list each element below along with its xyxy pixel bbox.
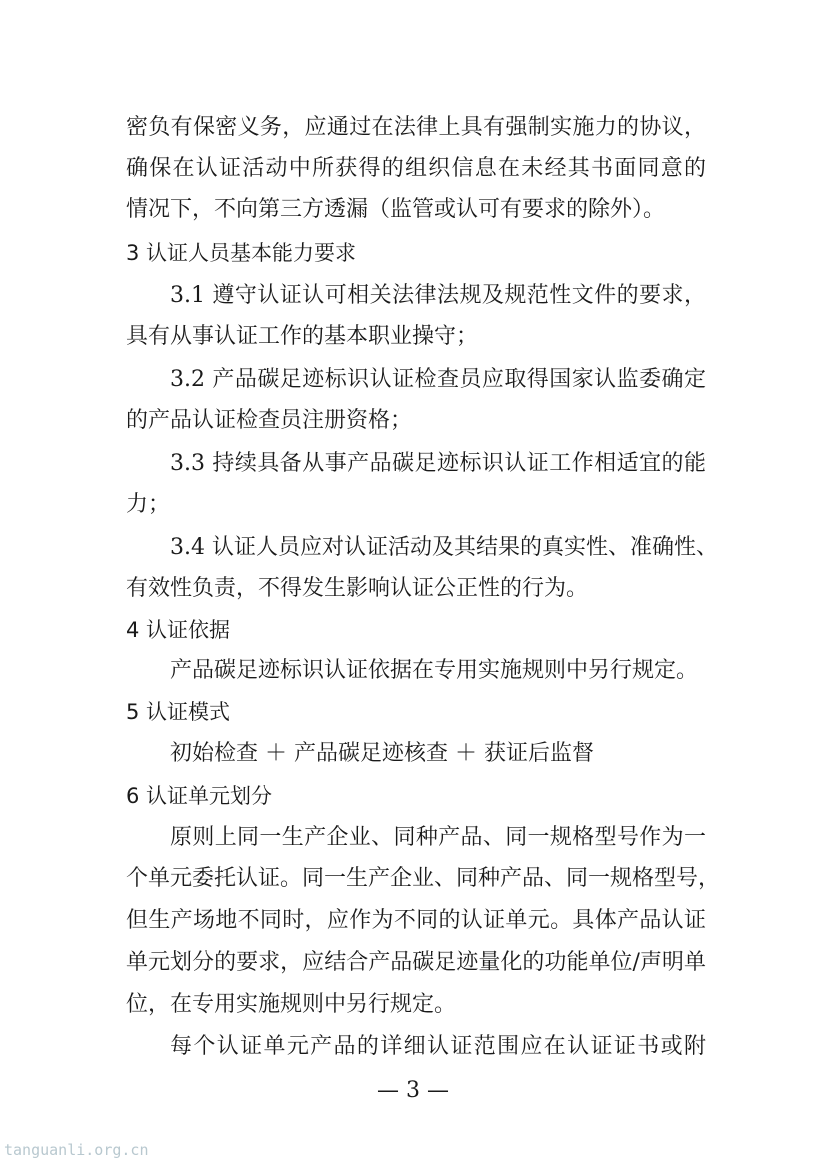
paragraph-line: 具有从事认证工作的基本职业操守； <box>126 324 479 349</box>
paragraph-line: 有效性负责，不得发生影响认证公正性的行为。 <box>126 576 589 601</box>
paragraph-line: 力； <box>126 492 171 517</box>
paragraph-line: 但生产场地不同时，应作为不同的认证单元。具体产品认证 <box>126 908 706 933</box>
section-heading-6: 6 认证单元划分 <box>126 784 273 808</box>
paragraph-line: 产品碳足迹标识认证依据在专用实施规则中另行规定。 <box>170 658 699 683</box>
paragraph-line: 初始检查 ＋ 产品碳足迹核查 ＋ 获证后监督 <box>170 741 594 766</box>
paragraph-line: 3.1 遵守认证认可相关法律法规及规范性文件的要求， <box>170 283 706 308</box>
paragraph-line: 个单元委托认证。同一生产企业、同种产品、同一规格型号， <box>126 866 721 891</box>
paragraph-line: 单元划分的要求，应结合产品碳足迹量化的功能单位/声明单 <box>126 950 706 975</box>
paragraph-line: 3.3 持续具备从事产品碳足迹标识认证工作相适宜的能 <box>170 451 706 476</box>
paragraph-line: 情况下，不向第三方透漏（监管或认可有要求的除外）。 <box>126 197 666 222</box>
page-number: — 3 — <box>377 1078 449 1103</box>
section-heading-5: 5 认证模式 <box>126 700 231 724</box>
section-heading-4: 4 认证依据 <box>126 618 231 642</box>
paragraph-line: 原则上同一生产企业、同种产品、同一规格型号作为一 <box>170 825 706 850</box>
paragraph-line: 每个认证单元产品的详细认证范围应在认证证书或附 <box>170 1034 706 1059</box>
watermark: tanguanli.org.cn <box>4 1141 149 1159</box>
paragraph-line: 的产品认证检查员注册资格； <box>126 408 413 433</box>
paragraph-line: 确保在认证活动中所获得的组织信息在未经其书面同意的 <box>126 156 706 181</box>
paragraph-line: 3.2 产品碳足迹标识认证检查员应取得国家认监委确定 <box>170 367 706 392</box>
paragraph-line: 位，在专用实施规则中另行规定。 <box>126 992 457 1017</box>
paragraph-line: 3.4 认证人员应对认证活动及其结果的真实性、准确性、 <box>170 535 718 560</box>
section-heading-3: 3 认证人员基本能力要求 <box>126 241 357 265</box>
paragraph-line: 密负有保密义务，应通过在法律上具有强制实施力的协议， <box>126 115 706 140</box>
